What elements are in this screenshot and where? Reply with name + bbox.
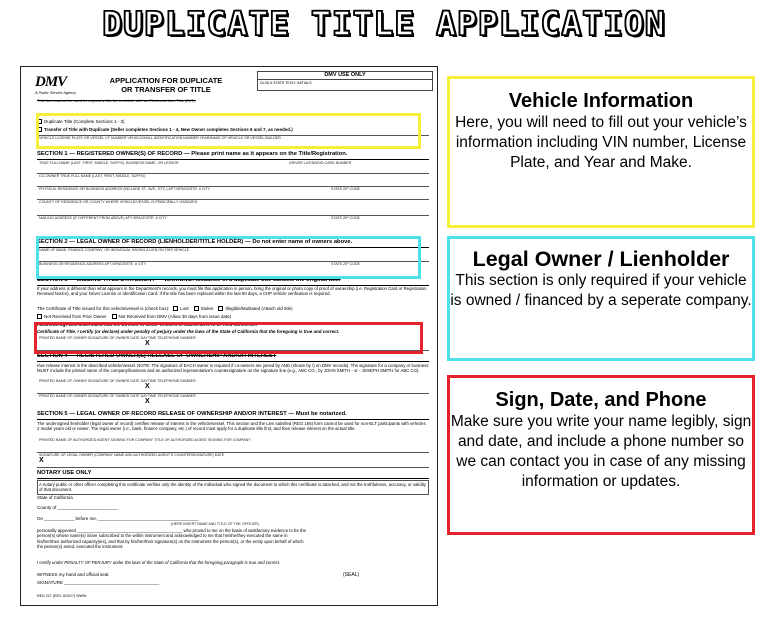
callout-heading: Legal Owner / Lienholder (472, 247, 730, 271)
dmv-use-only-cells: DL/ID # STATE TECH. INITIALS (260, 81, 312, 85)
owner-name-label: TRUE FULL NAME (LAST, FIRST, MIDDLE, SUFFIX), BUSINESS NAME, OR LESSOR (39, 161, 179, 165)
section-1-heading: SECTION 1 — REGISTERED OWNER(S) OF RECORD — Please print name as it appears on the Title/Registration. (37, 151, 429, 160)
notary-heading: NOTARY USE ONLY (37, 470, 429, 479)
vehicle-info-highlight (36, 113, 421, 149)
checkbox[interactable] (37, 314, 42, 319)
signature-x-mark: X (145, 398, 150, 405)
section-3-heading: SECTION 3 — MISSING TITLE STATEMENT — WARNING: Issuance of a duplicate title cancels the original title. (37, 277, 429, 286)
form-intro: This form cannot be used to request a title for a vehicle with an Electronic Lien Title (ELT). (37, 98, 196, 103)
officer-name-hint: (HERE INSERT NAME AND TITLE OF THE OFFICER) (171, 522, 259, 526)
legal-owner-callout (447, 236, 755, 361)
callout-body: Here, you will need to fill out your vehicle’s information including VIN number, License Plate, and Year and Make. (455, 114, 747, 171)
notary-text: A notary public or other officer completing this certificate verifies only the identity of the individual who signed the document to which this certificate is attached, and not the truthfulness, accuracy, or validity of that document. (37, 480, 429, 495)
section-4-heading: SECTION 4 — REGISTERED OWNER(S) RELEASE OF OWNERSHIP AND/OR INTEREST (37, 353, 429, 362)
signature-labels: PRINTED NAME OF OWNER SIGNATURE OF OWNER DATE DAYTIME TELEPHONE NUMBER (39, 394, 196, 398)
section-2-heading: SECTION 2 — LEGAL OWNER OF RECORD (LIENHOLDER/TITLE HOLDER) — Do not enter name of owners above. (37, 239, 429, 248)
signature-x-mark: X (145, 383, 150, 390)
title-status-row: The Certificate of Title issued for this vehicle/vessel is (check box): Lost Stolen Illegible/Mutilated (Attach old title) (37, 306, 293, 311)
legal-owner-signature-label: SIGNATURE OF LEGAL OWNER (COMPANY NAME AND AUTHORIZED AGENT'S COUNTERSIGNATURE) DATE (39, 453, 225, 457)
callout-heading: Sign, Date, and Phone (495, 389, 707, 411)
option-transfer: Transfer of Title with Duplicate (Seller completes Sections 1 - 4, New Owner completes Sections 6 and 7, as needed.) (37, 127, 429, 133)
on-before-me: On ____________ before me, ________________________________________ (37, 516, 199, 521)
application-title-line2: OR TRANSFER OF TITLE (121, 84, 211, 94)
perjury-statement: I certify under PENALTY OF PERJURY under the laws of the State of California that the foregoing paragraph is true and correct. (37, 560, 281, 565)
personally-appeared: personally appeared ____________________________________________ who proved to me on the basis of satisfactory evidence to be the person(s) whose name(s) is/are subscribed to the within instrument and acknowledged to me that he/she/they executed the same in his/her/their authorized capacity(ies), and that by his/her/their signature(s) on the instrument the person(s), or the entity upon behalf of which the person(s) acted, executed the instrument. (37, 528, 307, 550)
agent-labels: PRINTED NAME OF AUTHORIZED AGENT SIGNING FOR COMPANY TITLE OF AUTHORIZED AGENT SIGNING FOR COMPANY (39, 438, 251, 442)
not-received-row: Not Received from Prior Owner Not Received from DMV (Allow 30 days from issue date) (37, 314, 429, 320)
section-4-text: I/we release interest in the described vehicle/vessel. NOTE: The signature of EACH owner is required if co-owners are joined by AND (shown by /) on DMV records). The signature for a company or business MUST include the printed name of the company/business and an authorized representative's countersignature on the signature line (e.g., ABC CO., by JOHN SMITH - or - JOSEPH SMITH for ABC CO). (37, 363, 429, 374)
coowner-name-label: CO-OWNER TRUE FULL NAME (LAST, FIRST, MIDDLE, SUFFIX) (39, 174, 146, 178)
legal-owner-highlight (36, 236, 421, 279)
vehicle-field-labels: VEHICLE LICENSE PLATE OR VESSEL CF NUMBER VEHICLE/HULL IDENTIFICATION NUMBER YEAR/MAKE OF VEHICLE OR VESSEL BUILDER (39, 136, 281, 140)
signature-x-mark: X (145, 340, 150, 347)
checkbox[interactable] (112, 314, 117, 319)
signature-x-mark: X (39, 457, 44, 464)
page-title: DUPLICATE TITLE APPLICATION (102, 4, 666, 43)
application-title-line1: APPLICATION FOR DUPLICATE (109, 76, 223, 85)
section-3-disclaimer: I acknowledge and understand that the Director of Motor Vehicles of California is to be held harmless... (37, 322, 258, 327)
dmv-use-only-label: DMV USE ONLY (258, 72, 432, 80)
section-3-text: If your address is different than what appears in the Department's records, you must file this application in person, bring the original or photo copy of proof of ownership (i.e. Registration Card or Registration Renewal Notice), and your Driver License or Identification Card. If the title has been replaced within the last 90 days, a CHP vehicle verification is required. (37, 286, 427, 297)
physical-address-label: PHYSICAL RESIDENCE OR BUSINESS ADDRESS (INCLUDE ST., AVE., ETC.) APT./SPACE/STE. # CITY (39, 187, 211, 191)
state-of: State of California (37, 495, 73, 500)
section-5-text: The undersigned lienholder (legal owner of record) certifies release of interest in the vehicle/vessel. This section and the Lien satisfied (REG 166) form cannot be used for non-ELT participants with vehicles 2 model years old or newer. The legal owner (i.e., bank, finance company, etc.) of record must apply for a duplicate title first, and then release interest on the actual title. (37, 421, 426, 432)
callout-heading: Vehicle Information (508, 90, 694, 112)
county-of: County of ________________________ (37, 505, 118, 510)
checkbox[interactable] (173, 306, 178, 311)
section-5-heading: SECTION 5 — LEGAL OWNER OF RECORD RELEASE OF OWNERSHIP AND/OR INTEREST — Must be notarized. (37, 411, 429, 420)
dmv-logo: DMV (35, 74, 67, 90)
checkbox[interactable] (218, 306, 223, 311)
sign-date-phone-callout (447, 375, 755, 535)
callout-body: Make sure you write your name legibly, sign and date, and include a phone number so we can contact you in case of any missing information or updates. (450, 413, 752, 490)
signature-labels: PRINTED NAME OF OWNER SIGNATURE OF OWNER DATE DAYTIME TELEPHONE NUMBER (39, 379, 196, 383)
form-number: REG 227 (REV. 8/2017) WWW (37, 594, 87, 598)
callout-body: This section is only required if your vehicle is owned / financed by a seperate company. (450, 272, 752, 309)
county-label: COUNTY OF RESIDENCE OR COUNTY WHERE VEHICLE/VESSEL IS PRINCIPALLY GARAGED (39, 200, 198, 204)
signature-labels: PRINTED NAME OF OWNER SIGNATURE OF OWNER DATE DAYTIME TELEPHONE NUMBER (39, 336, 196, 340)
lienholder-name-label: NAME OF BANK, FINANCE COMPANY, OR INDIVIDUAL HAVING A LIEN ON THIS VEHICLE (39, 248, 190, 252)
certify-statement: Certificate of Title. I certify (or declare) under penalty of perjury under the laws of the State of California that the foregoing is true and correct. (37, 329, 340, 334)
witness-line: WITNESS my hand and official seal. (37, 572, 110, 577)
vehicle-information-callout (447, 76, 755, 228)
seal-label: (SEAL) (343, 572, 360, 578)
dmv-use-only-box (257, 71, 433, 91)
notary-signature-line: SIGNATURE ______________________________________ (37, 580, 160, 585)
application-title (91, 77, 241, 94)
state-zip-label: STATE ZIP CODE (331, 216, 360, 220)
option-duplicate: Duplicate Title (Complete Sections 1 - 3) (37, 119, 429, 125)
owner-dl-label: DRIVER LICENSE/ID CARD NUMBER (289, 161, 352, 165)
signature-highlight (34, 322, 423, 354)
state-zip-label: STATE ZIP CODE (331, 187, 360, 191)
checkbox[interactable] (194, 306, 199, 311)
lienholder-address-label: BUSINESS OR RESIDENCE ADDRESS APT./SPACE/STE. # CITY (39, 262, 147, 266)
agency-tagline: A Public Service Agency (35, 91, 77, 95)
state-zip-label: STATE ZIP CODE (331, 262, 360, 266)
mailing-address-label: MAILING ADDRESS (IF DIFFERENT FROM ABOVE) APT./SPACE/STE. # CITY (39, 216, 167, 220)
